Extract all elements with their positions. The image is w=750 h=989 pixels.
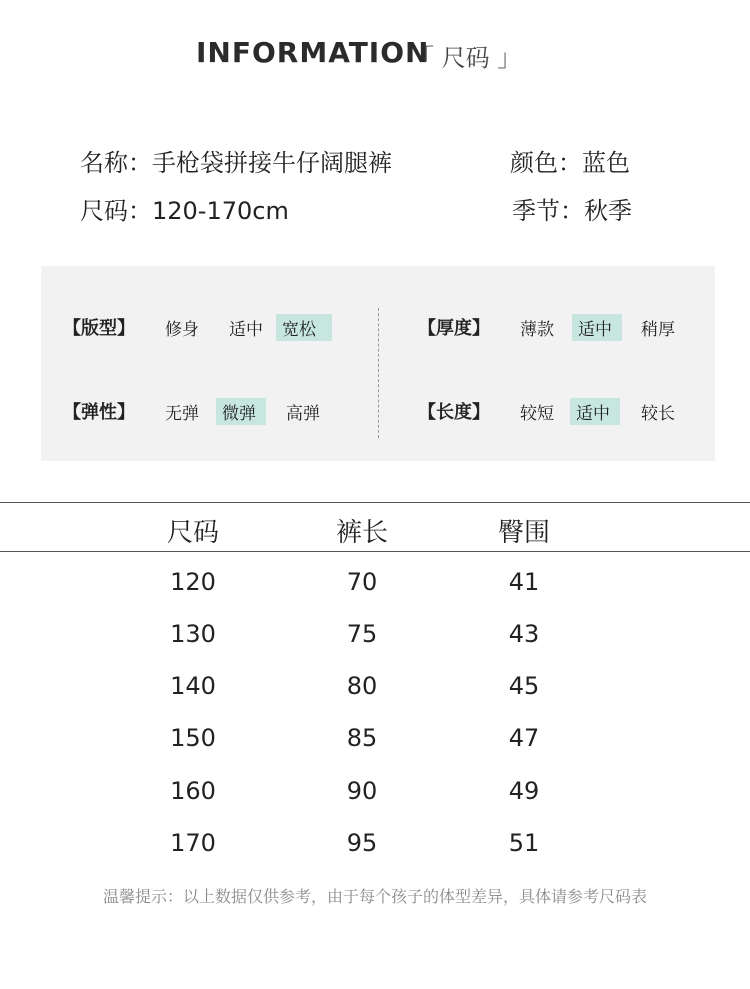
attr-option-length-2-selected: 适中	[570, 398, 620, 425]
cell-length: 85	[346, 724, 378, 752]
attr-option-elasticity-3: 高弹	[286, 404, 320, 424]
attr-row-thickness	[378, 314, 715, 338]
page-subtitle: 「 尺码 」	[410, 44, 522, 72]
attr-row-elasticity	[41, 398, 378, 422]
table-header-size: 尺码	[166, 518, 219, 548]
table-row	[0, 672, 750, 724]
attr-row-fit	[41, 314, 378, 338]
cell-hip: 43	[508, 620, 540, 648]
page-title: INFORMATION	[196, 36, 430, 69]
cell-hip: 45	[508, 672, 540, 700]
attr-option-fit-1: 修身	[165, 320, 199, 340]
table-row	[0, 829, 750, 881]
attr-option-elasticity-1: 无弹	[165, 404, 199, 424]
attr-row-length	[378, 398, 715, 422]
cell-length: 80	[346, 672, 378, 700]
table-top-rule	[0, 502, 750, 503]
attr-option-thickness-2-selected: 适中	[572, 314, 622, 341]
cell-length: 90	[346, 777, 378, 805]
product-season: 季节：秋季	[512, 197, 632, 225]
attr-option-fit-2: 适中	[229, 320, 263, 340]
table-row	[0, 568, 750, 620]
cell-hip: 49	[508, 777, 540, 805]
attr-label-length: 【长度】	[418, 402, 490, 423]
attribute-panel	[41, 266, 715, 461]
cell-size: 130	[170, 620, 216, 648]
cell-size: 170	[170, 829, 216, 857]
attr-option-length-1: 较短	[520, 404, 554, 424]
cell-length: 75	[346, 620, 378, 648]
table-row	[0, 777, 750, 829]
table-header-length: 裤长	[335, 518, 388, 548]
product-size-range: 尺码：120-170cm	[80, 197, 289, 225]
attr-option-length-3: 较长	[641, 404, 675, 424]
attr-option-elasticity-2-selected: 微弹	[216, 398, 266, 425]
cell-hip: 51	[508, 829, 540, 857]
cell-size: 140	[170, 672, 216, 700]
cell-size: 120	[170, 568, 216, 596]
cell-length: 70	[346, 568, 378, 596]
header	[0, 34, 750, 74]
cell-hip: 47	[508, 724, 540, 752]
product-name: 名称：手枪袋拼接牛仔阔腿裤	[80, 149, 392, 177]
table-row	[0, 620, 750, 672]
product-color: 颜色：蓝色	[510, 149, 630, 177]
attr-label-elasticity: 【弹性】	[63, 402, 135, 423]
attr-label-fit: 【版型】	[63, 318, 135, 339]
table-header-hip: 臀围	[497, 518, 550, 548]
table-header-rule	[0, 551, 750, 552]
cell-size: 150	[170, 724, 216, 752]
attr-label-thickness: 【厚度】	[418, 318, 490, 339]
footer-note: 温馨提示：以上数据仅供参考，由于每个孩子的体型差异，具体请参考尺码表	[102, 887, 647, 906]
attr-option-thickness-3: 稍厚	[641, 320, 675, 340]
cell-hip: 41	[508, 568, 540, 596]
attr-option-thickness-1: 薄款	[520, 320, 554, 340]
table-row	[0, 724, 750, 776]
cell-length: 95	[346, 829, 378, 857]
cell-size: 160	[170, 777, 216, 805]
attr-option-fit-3-selected: 宽松	[276, 314, 332, 341]
